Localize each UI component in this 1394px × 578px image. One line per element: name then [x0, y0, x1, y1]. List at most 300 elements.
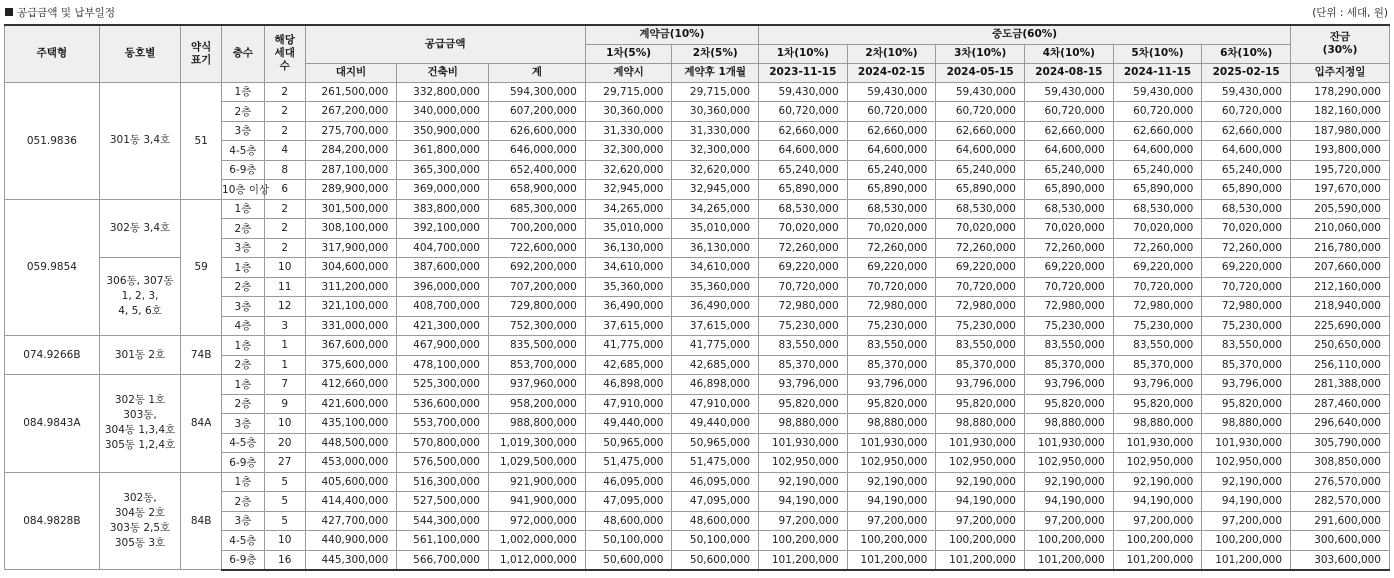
middle-4-cell: 65,240,000	[1024, 160, 1113, 180]
middle-2-cell: 72,260,000	[847, 238, 936, 258]
abbr-cell: 51	[181, 82, 222, 199]
middle-5-cell: 65,240,000	[1113, 160, 1202, 180]
balance-cell: 178,290,000	[1291, 82, 1390, 102]
middle-2-cell: 94,190,000	[847, 492, 936, 512]
middle-1-cell: 59,430,000	[759, 82, 848, 102]
dong-label: 306동, 307동 1, 2, 3, 4, 5, 6호	[106, 275, 174, 317]
middle-5-cell: 94,190,000	[1113, 492, 1202, 512]
build-cost-cell: 392,100,000	[397, 219, 489, 239]
units-cell: 2	[264, 199, 305, 219]
type-cell: 074.9266B	[5, 336, 100, 375]
build-cost-cell: 421,300,000	[397, 316, 489, 336]
middle-1-cell: 72,260,000	[759, 238, 848, 258]
middle-2-cell: 70,720,000	[847, 277, 936, 297]
contract-1-cell: 41,775,000	[585, 336, 672, 356]
contract-1-cell: 32,620,000	[585, 160, 672, 180]
middle-4-cell: 64,600,000	[1024, 141, 1113, 161]
balance-cell: 207,660,000	[1291, 258, 1390, 278]
middle-3-cell: 62,660,000	[936, 121, 1025, 141]
build-cost-cell: 383,800,000	[397, 199, 489, 219]
header-m4: 4차(10%)	[1024, 44, 1113, 63]
total-cost-cell: 752,300,000	[488, 316, 585, 336]
middle-4-cell: 95,820,000	[1024, 394, 1113, 414]
balance-cell: 216,780,000	[1291, 238, 1390, 258]
land-cost-cell: 448,500,000	[305, 433, 397, 453]
contract-1-cell: 34,610,000	[585, 258, 672, 278]
contract-1-cell: 51,475,000	[585, 453, 672, 473]
floor-cell: 4-5층	[222, 141, 265, 161]
build-cost-cell: 369,000,000	[397, 180, 489, 200]
middle-2-cell: 101,930,000	[847, 433, 936, 453]
dong-cell	[99, 375, 181, 473]
total-cost-cell: 685,300,000	[488, 199, 585, 219]
header-build: 건축비	[397, 63, 489, 82]
header-abbr-text: 약식 표기	[191, 40, 212, 66]
middle-5-cell: 98,880,000	[1113, 414, 1202, 434]
floor-cell: 3층	[222, 414, 265, 434]
middle-1-cell: 65,240,000	[759, 160, 848, 180]
dong-label: 302동 1호 303동, 304동 1,3,4호 305동 1,2,4호	[104, 394, 176, 452]
middle-6-cell: 65,890,000	[1202, 180, 1291, 200]
middle-3-cell: 95,820,000	[936, 394, 1025, 414]
total-cost-cell: 835,500,000	[488, 336, 585, 356]
units-cell: 1	[264, 336, 305, 356]
balance-cell: 182,160,000	[1291, 102, 1390, 122]
land-cost-cell: 304,600,000	[305, 258, 397, 278]
middle-4-cell: 62,660,000	[1024, 121, 1113, 141]
contract-2-cell: 31,330,000	[672, 121, 759, 141]
total-cost-cell: 853,700,000	[488, 355, 585, 375]
middle-4-cell: 65,890,000	[1024, 180, 1113, 200]
middle-6-cell: 64,600,000	[1202, 141, 1291, 161]
middle-2-cell: 92,190,000	[847, 472, 936, 492]
middle-4-cell: 72,980,000	[1024, 297, 1113, 317]
dong-cell	[99, 199, 181, 258]
middle-6-cell: 75,230,000	[1202, 316, 1291, 336]
total-cost-cell: 988,800,000	[488, 414, 585, 434]
middle-1-cell: 72,980,000	[759, 297, 848, 317]
balance-cell: 282,570,000	[1291, 492, 1390, 512]
middle-1-cell: 62,660,000	[759, 121, 848, 141]
middle-6-cell: 69,220,000	[1202, 258, 1291, 278]
middle-2-cell: 59,430,000	[847, 82, 936, 102]
header-m4-date: 2024-08-15	[1024, 63, 1113, 82]
units-cell: 5	[264, 492, 305, 512]
type-cell: 059.9854	[5, 199, 100, 336]
middle-4-cell: 100,200,000	[1024, 531, 1113, 551]
middle-6-cell: 62,660,000	[1202, 121, 1291, 141]
middle-5-cell: 72,980,000	[1113, 297, 1202, 317]
build-cost-cell: 544,300,000	[397, 511, 489, 531]
contract-2-cell: 30,360,000	[672, 102, 759, 122]
header-m3: 3차(10%)	[936, 44, 1025, 63]
middle-6-cell: 59,430,000	[1202, 82, 1291, 102]
middle-1-cell: 94,190,000	[759, 492, 848, 512]
header-balance-when: 입주지정일	[1291, 63, 1390, 82]
contract-2-cell: 47,910,000	[672, 394, 759, 414]
balance-cell: 276,570,000	[1291, 472, 1390, 492]
header-dong: 동호별	[99, 25, 181, 82]
middle-4-cell: 94,190,000	[1024, 492, 1113, 512]
land-cost-cell: 440,900,000	[305, 531, 397, 551]
dong-label: 302동 3,4호	[109, 221, 171, 234]
land-cost-cell: 301,500,000	[305, 199, 397, 219]
square-bullet-icon	[5, 8, 13, 16]
header-land: 대지비	[305, 63, 397, 82]
middle-3-cell: 97,200,000	[936, 511, 1025, 531]
header-supply: 공급금액	[305, 25, 585, 63]
middle-6-cell: 60,720,000	[1202, 102, 1291, 122]
middle-5-cell: 101,930,000	[1113, 433, 1202, 453]
middle-5-cell: 92,190,000	[1113, 472, 1202, 492]
middle-5-cell: 100,200,000	[1113, 531, 1202, 551]
build-cost-cell: 525,300,000	[397, 375, 489, 395]
middle-4-cell: 85,370,000	[1024, 355, 1113, 375]
middle-1-cell: 100,200,000	[759, 531, 848, 551]
land-cost-cell: 321,100,000	[305, 297, 397, 317]
middle-4-cell: 102,950,000	[1024, 453, 1113, 473]
middle-1-cell: 92,190,000	[759, 472, 848, 492]
middle-4-cell: 101,930,000	[1024, 433, 1113, 453]
contract-1-cell: 50,600,000	[585, 550, 672, 570]
build-cost-cell: 566,700,000	[397, 550, 489, 570]
land-cost-cell: 453,000,000	[305, 453, 397, 473]
units-cell: 2	[264, 121, 305, 141]
units-cell: 2	[264, 102, 305, 122]
land-cost-cell: 445,300,000	[305, 550, 397, 570]
contract-1-cell: 47,910,000	[585, 394, 672, 414]
middle-2-cell: 102,950,000	[847, 453, 936, 473]
middle-2-cell: 72,980,000	[847, 297, 936, 317]
middle-1-cell: 101,930,000	[759, 433, 848, 453]
floor-cell: 1층	[222, 336, 265, 356]
contract-2-cell: 42,685,000	[672, 355, 759, 375]
units-cell: 2	[264, 82, 305, 102]
contract-2-cell: 32,300,000	[672, 141, 759, 161]
header-units-text: 해당 세대 수	[274, 34, 295, 73]
middle-1-cell: 83,550,000	[759, 336, 848, 356]
dong-cell	[99, 82, 181, 199]
header-m6: 6차(10%)	[1202, 44, 1291, 63]
contract-2-cell: 35,360,000	[672, 277, 759, 297]
build-cost-cell: 561,100,000	[397, 531, 489, 551]
contract-2-cell: 36,490,000	[672, 297, 759, 317]
middle-1-cell: 102,950,000	[759, 453, 848, 473]
contract-2-cell: 29,715,000	[672, 82, 759, 102]
balance-cell: 305,790,000	[1291, 433, 1390, 453]
land-cost-cell: 367,600,000	[305, 336, 397, 356]
middle-3-cell: 83,550,000	[936, 336, 1025, 356]
middle-5-cell: 60,720,000	[1113, 102, 1202, 122]
middle-4-cell: 70,720,000	[1024, 277, 1113, 297]
contract-1-cell: 30,360,000	[585, 102, 672, 122]
build-cost-cell: 408,700,000	[397, 297, 489, 317]
units-cell: 16	[264, 550, 305, 570]
balance-cell: 212,160,000	[1291, 277, 1390, 297]
middle-6-cell: 83,550,000	[1202, 336, 1291, 356]
middle-4-cell: 72,260,000	[1024, 238, 1113, 258]
total-cost-cell: 722,600,000	[488, 238, 585, 258]
total-cost-cell: 1,012,000,000	[488, 550, 585, 570]
units-cell: 3	[264, 316, 305, 336]
middle-6-cell: 72,260,000	[1202, 238, 1291, 258]
middle-5-cell: 83,550,000	[1113, 336, 1202, 356]
middle-2-cell: 93,796,000	[847, 375, 936, 395]
total-cost-cell: 658,900,000	[488, 180, 585, 200]
middle-5-cell: 70,720,000	[1113, 277, 1202, 297]
dong-label: 301동 3,4호	[109, 134, 171, 146]
balance-cell: 205,590,000	[1291, 199, 1390, 219]
header-c2-when: 계약후 1개월	[672, 63, 759, 82]
floor-cell: 2층	[222, 492, 265, 512]
floor-cell: 6-9층	[222, 160, 265, 180]
land-cost-cell: 311,200,000	[305, 277, 397, 297]
middle-5-cell: 97,200,000	[1113, 511, 1202, 531]
contract-2-cell: 50,965,000	[672, 433, 759, 453]
header-m5-date: 2024-11-15	[1113, 63, 1202, 82]
floor-cell: 1층	[222, 375, 265, 395]
header-c2: 2차(5%)	[672, 44, 759, 63]
total-cost-cell: 1,029,500,000	[488, 453, 585, 473]
contract-1-cell: 29,715,000	[585, 82, 672, 102]
middle-5-cell: 65,890,000	[1113, 180, 1202, 200]
units-cell: 10	[264, 531, 305, 551]
floor-cell: 6-9층	[222, 453, 265, 473]
contract-2-cell: 32,620,000	[672, 160, 759, 180]
land-cost-cell: 427,700,000	[305, 511, 397, 531]
contract-1-cell: 32,300,000	[585, 141, 672, 161]
middle-6-cell: 102,950,000	[1202, 453, 1291, 473]
middle-4-cell: 60,720,000	[1024, 102, 1113, 122]
table-row	[5, 82, 1390, 102]
units-cell: 8	[264, 160, 305, 180]
units-cell: 1	[264, 355, 305, 375]
land-cost-cell: 261,500,000	[305, 82, 397, 102]
total-cost-cell: 692,200,000	[488, 258, 585, 278]
price-schedule-table	[4, 24, 1390, 571]
balance-cell: 225,690,000	[1291, 316, 1390, 336]
total-cost-cell: 972,000,000	[488, 511, 585, 531]
middle-3-cell: 60,720,000	[936, 102, 1025, 122]
middle-1-cell: 98,880,000	[759, 414, 848, 434]
total-cost-cell: 1,002,000,000	[488, 531, 585, 551]
middle-3-cell: 85,370,000	[936, 355, 1025, 375]
floor-cell: 2층	[222, 277, 265, 297]
middle-3-cell: 64,600,000	[936, 141, 1025, 161]
middle-6-cell: 65,240,000	[1202, 160, 1291, 180]
abbr-cell: 59	[181, 199, 222, 336]
middle-1-cell: 97,200,000	[759, 511, 848, 531]
build-cost-cell: 553,700,000	[397, 414, 489, 434]
contract-2-cell: 51,475,000	[672, 453, 759, 473]
contract-1-cell: 46,095,000	[585, 472, 672, 492]
middle-3-cell: 72,980,000	[936, 297, 1025, 317]
middle-3-cell: 102,950,000	[936, 453, 1025, 473]
floor-cell: 2층	[222, 102, 265, 122]
middle-1-cell: 75,230,000	[759, 316, 848, 336]
middle-4-cell: 83,550,000	[1024, 336, 1113, 356]
land-cost-cell: 414,400,000	[305, 492, 397, 512]
total-cost-cell: 700,200,000	[488, 219, 585, 239]
middle-1-cell: 70,720,000	[759, 277, 848, 297]
build-cost-cell: 570,800,000	[397, 433, 489, 453]
middle-2-cell: 101,200,000	[847, 550, 936, 570]
middle-2-cell: 70,020,000	[847, 219, 936, 239]
middle-1-cell: 95,820,000	[759, 394, 848, 414]
header-m6-date: 2025-02-15	[1202, 63, 1291, 82]
contract-2-cell: 49,440,000	[672, 414, 759, 434]
build-cost-cell: 361,800,000	[397, 141, 489, 161]
header-floor: 층수	[222, 25, 265, 82]
build-cost-cell: 478,100,000	[397, 355, 489, 375]
middle-4-cell: 93,796,000	[1024, 375, 1113, 395]
table-title	[5, 6, 115, 20]
units-cell: 7	[264, 375, 305, 395]
middle-4-cell: 92,190,000	[1024, 472, 1113, 492]
type-cell: 084.9843A	[5, 375, 100, 473]
middle-1-cell: 65,890,000	[759, 180, 848, 200]
build-cost-cell: 340,000,000	[397, 102, 489, 122]
header-c1-when: 계약시	[585, 63, 672, 82]
table-row	[5, 336, 1390, 356]
balance-cell: 291,600,000	[1291, 511, 1390, 531]
land-cost-cell: 421,600,000	[305, 394, 397, 414]
middle-3-cell: 69,220,000	[936, 258, 1025, 278]
middle-2-cell: 83,550,000	[847, 336, 936, 356]
dong-cell	[99, 258, 181, 336]
contract-2-cell: 50,600,000	[672, 550, 759, 570]
total-cost-cell: 594,300,000	[488, 82, 585, 102]
total-cost-cell: 937,960,000	[488, 375, 585, 395]
build-cost-cell: 387,600,000	[397, 258, 489, 278]
contract-1-cell: 36,490,000	[585, 297, 672, 317]
balance-cell: 218,940,000	[1291, 297, 1390, 317]
middle-3-cell: 68,530,000	[936, 199, 1025, 219]
middle-5-cell: 101,200,000	[1113, 550, 1202, 570]
total-cost-cell: 707,200,000	[488, 277, 585, 297]
middle-2-cell: 60,720,000	[847, 102, 936, 122]
middle-6-cell: 101,930,000	[1202, 433, 1291, 453]
floor-cell: 3층	[222, 238, 265, 258]
middle-2-cell: 68,530,000	[847, 199, 936, 219]
type-cell: 084.9828B	[5, 472, 100, 570]
middle-3-cell: 65,240,000	[936, 160, 1025, 180]
build-cost-cell: 527,500,000	[397, 492, 489, 512]
middle-4-cell: 101,200,000	[1024, 550, 1113, 570]
middle-2-cell: 65,240,000	[847, 160, 936, 180]
middle-5-cell: 75,230,000	[1113, 316, 1202, 336]
middle-5-cell: 72,260,000	[1113, 238, 1202, 258]
middle-4-cell: 98,880,000	[1024, 414, 1113, 434]
floor-cell: 2층	[222, 394, 265, 414]
middle-1-cell: 85,370,000	[759, 355, 848, 375]
units-cell: 2	[264, 238, 305, 258]
middle-1-cell: 60,720,000	[759, 102, 848, 122]
middle-6-cell: 72,980,000	[1202, 297, 1291, 317]
total-cost-cell: 652,400,000	[488, 160, 585, 180]
middle-6-cell: 93,796,000	[1202, 375, 1291, 395]
dong-cell	[99, 336, 181, 375]
header-total: 계	[488, 63, 585, 82]
middle-2-cell: 98,880,000	[847, 414, 936, 434]
land-cost-cell: 435,100,000	[305, 414, 397, 434]
balance-cell: 281,388,000	[1291, 375, 1390, 395]
middle-3-cell: 75,230,000	[936, 316, 1025, 336]
middle-5-cell: 95,820,000	[1113, 394, 1202, 414]
middle-6-cell: 101,200,000	[1202, 550, 1291, 570]
floor-cell: 2층	[222, 219, 265, 239]
balance-cell: 193,800,000	[1291, 141, 1390, 161]
header-m2: 2차(10%)	[847, 44, 936, 63]
units-cell: 12	[264, 297, 305, 317]
land-cost-cell: 375,600,000	[305, 355, 397, 375]
build-cost-cell: 365,300,000	[397, 160, 489, 180]
floor-cell: 4-5층	[222, 433, 265, 453]
middle-2-cell: 62,660,000	[847, 121, 936, 141]
middle-3-cell: 59,430,000	[936, 82, 1025, 102]
build-cost-cell: 396,000,000	[397, 277, 489, 297]
contract-1-cell: 35,010,000	[585, 219, 672, 239]
middle-2-cell: 85,370,000	[847, 355, 936, 375]
floor-cell: 1층	[222, 82, 265, 102]
middle-6-cell: 100,200,000	[1202, 531, 1291, 551]
middle-6-cell: 97,200,000	[1202, 511, 1291, 531]
units-cell: 6	[264, 180, 305, 200]
total-cost-cell: 941,900,000	[488, 492, 585, 512]
abbr-cell: 74B	[181, 336, 222, 375]
balance-cell: 210,060,000	[1291, 219, 1390, 239]
total-cost-cell: 646,000,000	[488, 141, 585, 161]
floor-cell: 3층	[222, 121, 265, 141]
balance-cell: 195,720,000	[1291, 160, 1390, 180]
floor-cell: 1층	[222, 472, 265, 492]
balance-cell: 303,600,000	[1291, 550, 1390, 570]
middle-2-cell: 69,220,000	[847, 258, 936, 278]
abbr-cell: 84A	[181, 375, 222, 473]
total-cost-cell: 626,600,000	[488, 121, 585, 141]
middle-1-cell: 101,200,000	[759, 550, 848, 570]
floor-cell: 10층 이상	[222, 180, 265, 200]
build-cost-cell: 516,300,000	[397, 472, 489, 492]
contract-1-cell: 50,100,000	[585, 531, 672, 551]
land-cost-cell: 405,600,000	[305, 472, 397, 492]
middle-1-cell: 93,796,000	[759, 375, 848, 395]
middle-1-cell: 68,530,000	[759, 199, 848, 219]
middle-3-cell: 65,890,000	[936, 180, 1025, 200]
build-cost-cell: 536,600,000	[397, 394, 489, 414]
table-row	[5, 472, 1390, 492]
middle-2-cell: 100,200,000	[847, 531, 936, 551]
header-m1: 1차(10%)	[759, 44, 848, 63]
build-cost-cell: 467,900,000	[397, 336, 489, 356]
middle-3-cell: 92,190,000	[936, 472, 1025, 492]
header-units	[264, 25, 305, 82]
table-row	[5, 199, 1390, 219]
total-cost-cell: 921,900,000	[488, 472, 585, 492]
build-cost-cell: 332,800,000	[397, 82, 489, 102]
contract-2-cell: 37,615,000	[672, 316, 759, 336]
units-cell: 9	[264, 394, 305, 414]
land-cost-cell: 317,900,000	[305, 238, 397, 258]
build-cost-cell: 350,900,000	[397, 121, 489, 141]
middle-1-cell: 69,220,000	[759, 258, 848, 278]
middle-5-cell: 102,950,000	[1113, 453, 1202, 473]
contract-1-cell: 47,095,000	[585, 492, 672, 512]
balance-cell: 250,650,000	[1291, 336, 1390, 356]
contract-2-cell: 50,100,000	[672, 531, 759, 551]
middle-6-cell: 98,880,000	[1202, 414, 1291, 434]
contract-1-cell: 46,898,000	[585, 375, 672, 395]
